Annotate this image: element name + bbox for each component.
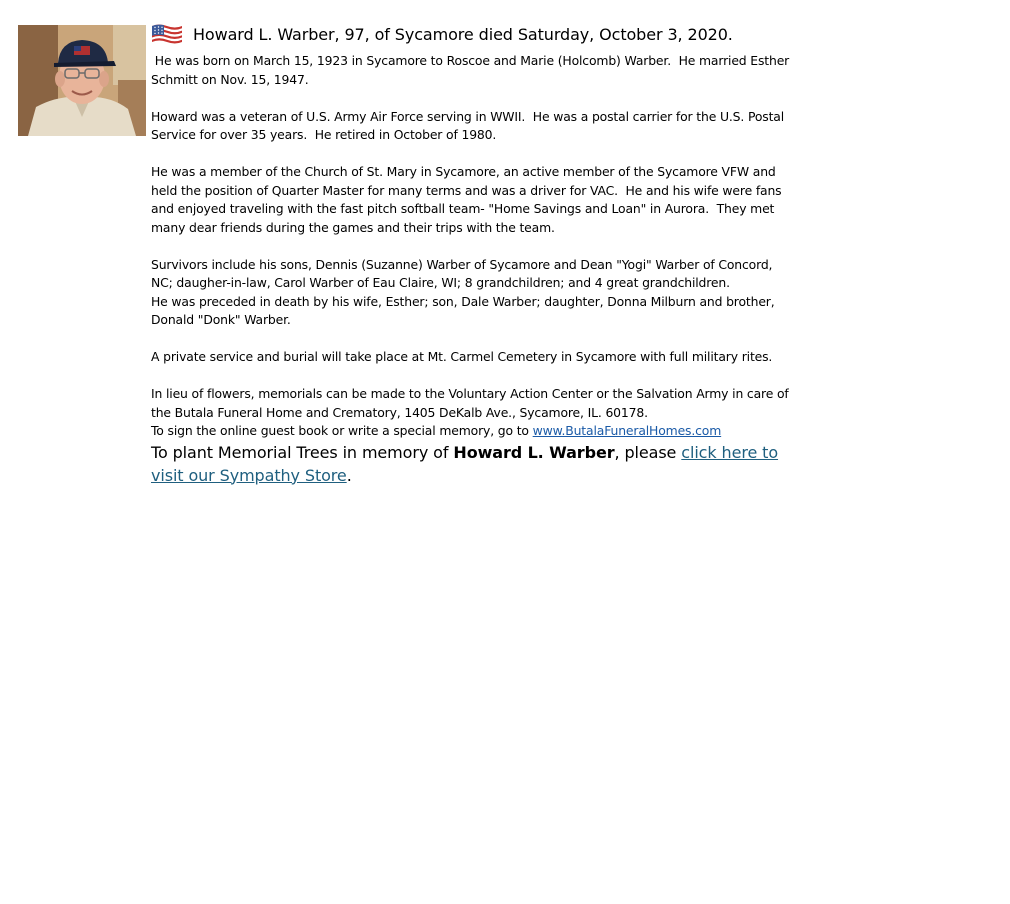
paragraph-community: He was a member of the Church of St. Mary in Sycamore, an active member of the Sycamore VFW and held the position of Quarter Master for many terms and was a driver for VAC. He and his wife were fans and enjoyed traveling with the fast pitch softball team- "Home Savings and Loan" in Aurora. They met many dear friends during the games and their trips with the team. bbox=[151, 164, 786, 235]
guestbook-text: To sign the online guest book or write a special memory, go to bbox=[151, 423, 533, 438]
paragraph-guestbook bbox=[151, 422, 791, 441]
paragraph-service: A private service and burial will take place at Mt. Carmel Cemetery in Sycamore with full military rites. bbox=[151, 349, 773, 364]
obituary-content bbox=[151, 20, 791, 487]
sympathy-store-link[interactable]: click here to visit our Sympathy Store bbox=[151, 442, 779, 485]
memorial-trees-prefix: To plant Memorial Trees in memory of bbox=[151, 442, 454, 462]
memorial-trees-middle: , please bbox=[614, 442, 682, 462]
paragraph-preceded: He was preceded in death by his wife, Esther; son, Dale Warber; daughter, Donna Milburn and brother, Donald "Donk" Warber. bbox=[151, 293, 779, 327]
obituary-title: Howard L. Warber, 97, of Sycamore died Saturday, October 3, 2020. bbox=[193, 24, 733, 44]
portrait-photo bbox=[18, 25, 146, 136]
paragraph-memorials: In lieu of flowers, memorials can be made to the Voluntary Action Center or the Salvation Army in care of the Butala Funeral Home and Crematory, 1405 DeKalb Ave., Sycamore, IL. 60178. bbox=[151, 386, 793, 420]
us-flag-icon bbox=[151, 22, 183, 46]
paragraph-career: Howard was a veteran of U.S. Army Air Force serving in WWII. He was a postal carrier for the U.S. Postal Service for over 35 years. He retired in October of 1980. bbox=[151, 108, 788, 142]
memorial-trees-suffix: . bbox=[346, 465, 352, 485]
paragraph-survivors: Survivors include his sons, Dennis (Suzanne) Warber of Sycamore and Dean "Yogi" Warber of Concord, NC; daugher-in-law, Carol Warber of Eau Claire, WI; 8 grandchildren; and 4 great grandchildren. bbox=[151, 256, 777, 290]
memorial-trees bbox=[151, 441, 791, 487]
deceased-name: Howard L. Warber bbox=[453, 442, 615, 462]
funeral-home-link[interactable]: www.ButalaFuneralHomes.com bbox=[532, 423, 722, 438]
paragraph-birth: He was born on March 15, 1923 in Sycamore to Roscoe and Marie (Holcomb) Warber. He married Esther Schmitt on Nov. 15, 1947. bbox=[151, 53, 793, 87]
headline bbox=[151, 20, 791, 48]
